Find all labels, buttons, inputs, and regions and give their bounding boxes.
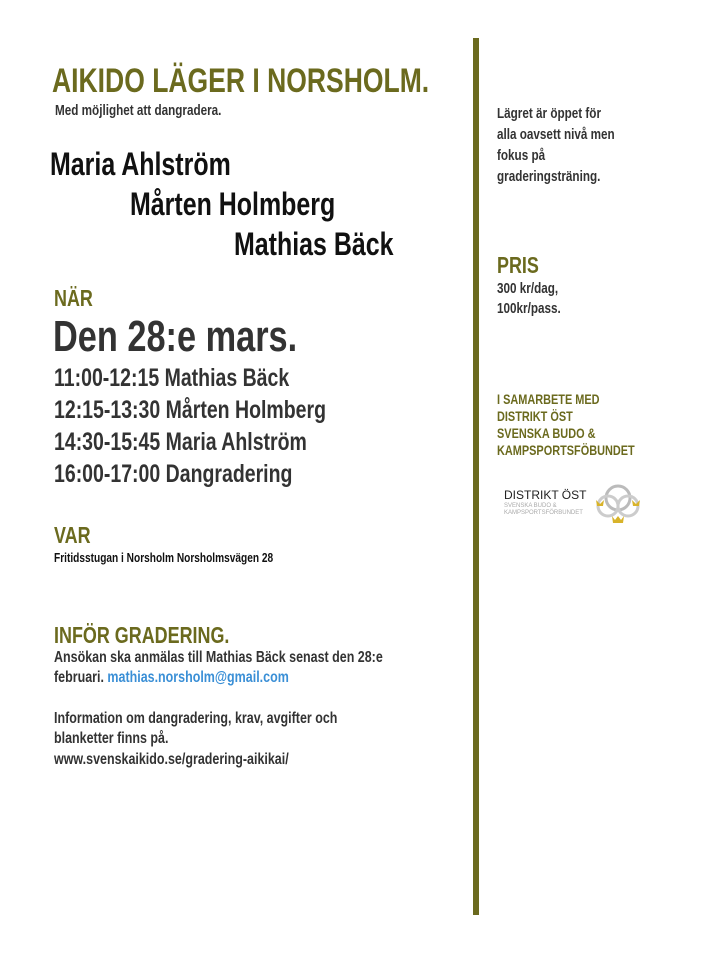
logo-title: DISTRIKT ÖST bbox=[504, 488, 587, 502]
schedule-item: 11:00-12:15 Mathias Bäck bbox=[54, 364, 290, 392]
email-link[interactable]: mathias.norsholm@gmail.com bbox=[107, 669, 289, 686]
when-heading: NÄR bbox=[54, 285, 93, 311]
price-line: 300 kr/dag, bbox=[497, 280, 559, 297]
subtitle: Med möjlighet att dangradera. bbox=[55, 102, 222, 119]
partner-line: SVENSKA BUDO & bbox=[497, 425, 596, 441]
schedule-item: 12:15-13:30 Mårten Holmberg bbox=[54, 396, 327, 424]
logo-subtitle bbox=[504, 503, 583, 517]
grading-text-2 bbox=[54, 669, 289, 687]
info-text: Information om dangradering, krav, avgifter och bbox=[54, 710, 338, 727]
budo-emblem-icon bbox=[592, 480, 644, 528]
info-text: blanketter finns på. bbox=[54, 730, 169, 747]
intro-line: Lägret är öppet för bbox=[497, 105, 602, 122]
instructor: Mårten Holmberg bbox=[130, 186, 336, 222]
partner bbox=[497, 391, 635, 459]
divider bbox=[473, 38, 479, 915]
instructor: Maria Ahlström bbox=[50, 146, 231, 182]
intro-line: alla oavsett nivå men bbox=[497, 126, 615, 143]
partner-line: I SAMARBETE MED bbox=[497, 391, 600, 407]
distrikt-ost-logo bbox=[500, 480, 650, 530]
grading-month: februari. bbox=[54, 669, 104, 686]
schedule-item: 16:00-17:00 Dangradering bbox=[54, 460, 293, 488]
instructor: Mathias Bäck bbox=[234, 226, 394, 262]
where-heading: VAR bbox=[54, 522, 91, 548]
grading-heading: INFÖR GRADERING. bbox=[54, 622, 230, 648]
event-date: Den 28:e mars. bbox=[53, 312, 298, 361]
schedule-item: 14:30-15:45 Maria Ahlström bbox=[54, 428, 307, 456]
price-line: 100kr/pass. bbox=[497, 300, 561, 317]
intro-line: graderingsträning. bbox=[497, 168, 601, 185]
partner-line: DISTRIKT ÖST bbox=[497, 408, 573, 424]
intro-line: fokus på bbox=[497, 147, 546, 164]
logo-sub-line: SVENSKA BUDO & bbox=[504, 503, 557, 509]
info-url[interactable]: www.svenskaikido.se/gradering-aikikai/ bbox=[54, 751, 289, 768]
price bbox=[497, 279, 561, 319]
price-heading: PRIS bbox=[497, 252, 539, 278]
grading-text: Ansökan ska anmälas till Mathias Bäck senast den 28:e bbox=[54, 649, 383, 666]
partner-line: KAMPSPORTSFÖBUNDET bbox=[497, 442, 635, 458]
logo-sub-line: KAMPSPORTSFÖRBUNDET bbox=[504, 510, 583, 516]
address: Fritidsstugan i Norsholm Norsholmsvägen 28 bbox=[54, 550, 274, 565]
poster-title: AIKIDO LÄGER I NORSHOLM. bbox=[52, 62, 430, 100]
side-intro bbox=[497, 103, 615, 187]
